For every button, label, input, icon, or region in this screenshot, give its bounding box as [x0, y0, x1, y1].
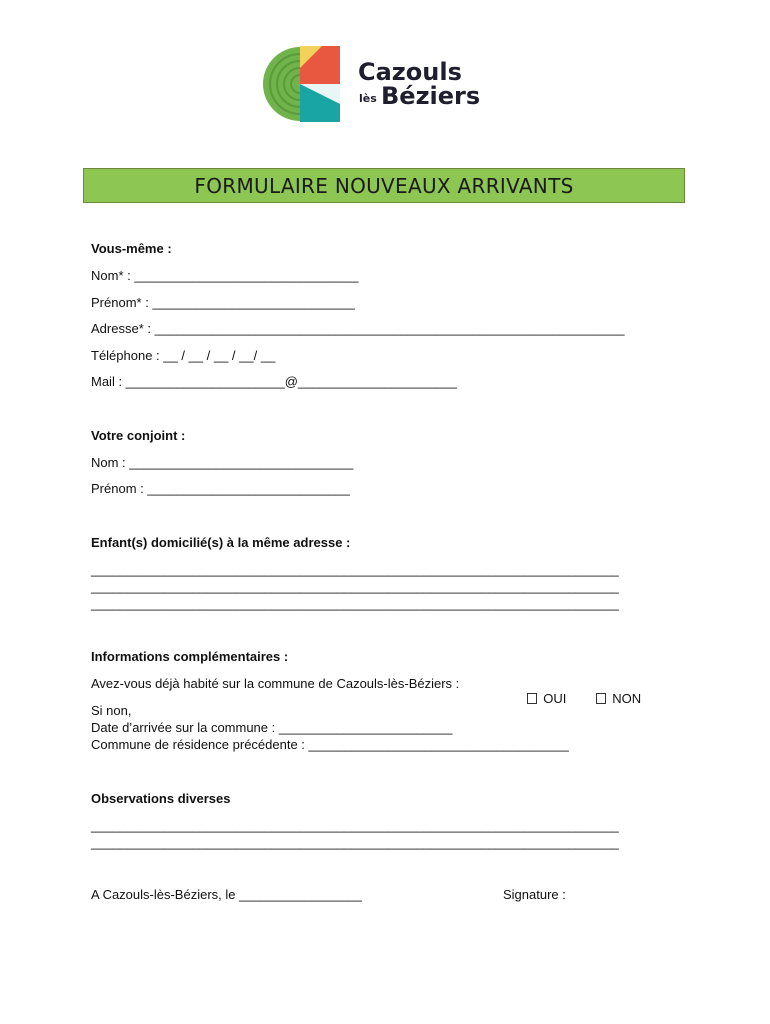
checkbox-non[interactable] — [589, 676, 641, 706]
field-prenom[interactable]: Prénom* : ____________________________ — [91, 295, 355, 310]
checkbox-non-label: NON — [612, 691, 642, 706]
logo-emblem — [262, 46, 342, 122]
logo-text-beziers: Béziers — [381, 82, 481, 110]
section-heading-self: Vous-même : — [91, 241, 172, 256]
field-adresse[interactable]: Adresse* : _________________________________________________________________ — [91, 321, 625, 336]
field-nom[interactable]: Nom* : _______________________________ — [91, 268, 359, 283]
children-line[interactable]: _________________________________________________________________________ — [91, 562, 619, 577]
checkbox-oui-label: OUI — [543, 691, 567, 706]
field-mail[interactable]: Mail : ______________________@______________________ — [91, 374, 457, 389]
section-heading-info: Informations complémentaires : — [91, 649, 289, 664]
field-telephone[interactable]: Téléphone : __ / __ / __ / __/ __ — [91, 348, 276, 363]
observations-line[interactable]: _________________________________________________________________________ — [91, 818, 619, 833]
form-title: FORMULAIRE NOUVEAUX ARRIVANTS — [194, 173, 574, 198]
field-commune-precedente[interactable]: Commune de résidence précédente : ____________________________________ — [91, 737, 569, 752]
section-heading-spouse: Votre conjoint : — [91, 428, 186, 443]
checkbox-oui[interactable] — [520, 676, 566, 706]
section-heading-children: Enfant(s) domicilié(s) à la même adresse : — [91, 535, 351, 550]
logo-text-les: lès — [359, 92, 377, 105]
section-heading-observations: Observations diverses — [91, 791, 231, 806]
signature-label: Signature : — [503, 887, 566, 902]
question-lived-here: Avez-vous déjà habité sur la commune de Cazouls-lès-Béziers : — [91, 676, 460, 691]
checkbox-icon[interactable] — [527, 693, 537, 704]
field-spouse-nom[interactable]: Nom : _______________________________ — [91, 455, 354, 470]
observations-line[interactable]: _________________________________________________________________________ — [91, 835, 619, 850]
children-line[interactable]: _________________________________________________________________________ — [91, 596, 619, 611]
checkbox-icon[interactable] — [596, 693, 606, 704]
field-date-arrivee[interactable]: Date d’arrivée sur la commune : ________________________ — [91, 720, 453, 735]
children-line[interactable]: _________________________________________________________________________ — [91, 579, 619, 594]
field-spouse-prenom[interactable]: Prénom : ____________________________ — [91, 481, 350, 496]
logo-text-cazouls: Cazouls — [358, 58, 462, 86]
field-place-date[interactable]: A Cazouls-lès-Béziers, le _________________ — [91, 887, 363, 902]
si-non-label: Si non, — [91, 703, 132, 718]
form-title-banner — [83, 168, 685, 203]
